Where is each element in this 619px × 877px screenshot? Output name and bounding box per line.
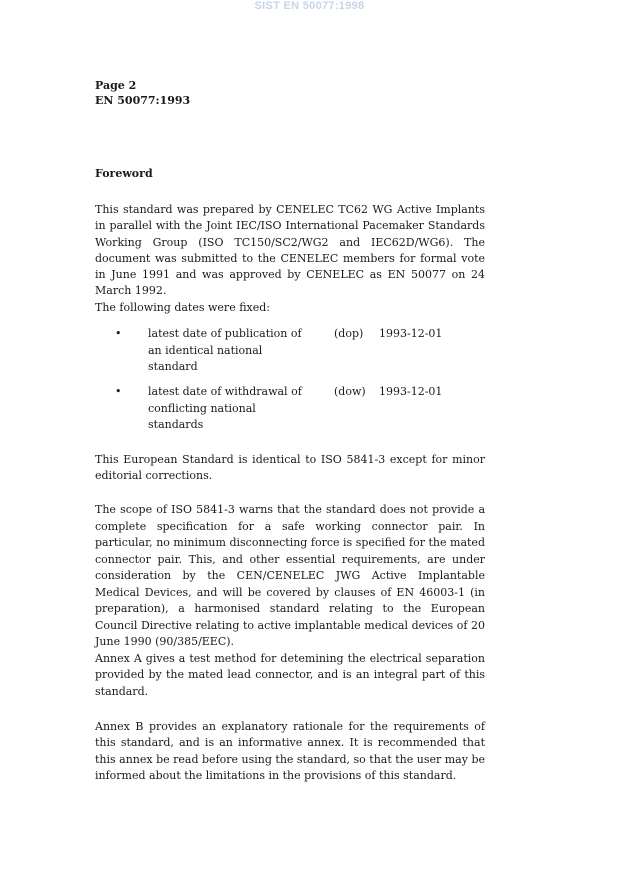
date-item-value: 1993-12-01 <box>379 327 443 340</box>
bullet-icon: • <box>115 385 122 398</box>
date-item-abbr: (dow) <box>334 385 366 398</box>
bullet-icon: • <box>115 327 122 340</box>
page-number: Page 2 <box>95 79 137 92</box>
watermark: SIST EN 50077:1998 <box>254 0 365 12</box>
document-number: EN 50077:1993 <box>95 94 191 107</box>
dates-intro: The following dates were fixed: <box>95 301 270 314</box>
annex-b-paragraph: Annex B provides an explanatory rationale for the requirements of this standard, and is an informative annex. It is recommended that this annex be read before using the standard, so that the user may be informed about the limitations in the provisions of this standard. <box>95 720 486 782</box>
date-item-value: 1993-12-01 <box>379 385 443 398</box>
date-item-text: latest date of publication of an identical national standard <box>148 327 302 373</box>
annex-a-paragraph: Annex A gives a test method for detemining the electrical separation provided by the mated lead connector, and is an integral part of this standard. <box>95 652 485 698</box>
date-item-dow <box>115 384 485 434</box>
intro-paragraph: This standard was prepared by CENELEC TC62 WG Active Implants in parallel with the Joint IEC/ISO International Pacemaker Standards Working Group (ISO TC150/SC2/WG2 and IEC62D/WG6). The document was submitted to the CENELEC members for formal vote in June 1991 and was approved by CENELEC as EN 50077 on 24 March 1992. <box>95 203 485 298</box>
page-header <box>95 78 190 108</box>
date-item-abbr: (dop) <box>334 327 364 340</box>
date-item-dop <box>115 326 485 376</box>
scope-paragraph: The scope of ISO 5841-3 warns that the standard does not provide a complete specification for a safe working connector pair. In particular, no minimum disconnecting force is specified for the mated connector pair. This, and other essential requirements, are under consideration by the CEN/CENELEC JWG Active Implantable Medical Devices, and will be covered by clauses of EN 46003-1 (in preparation), a harmonised standard relating to the European Council Directive relating to active implantable medical devices of 20 June 1990 (90/385/EEC). <box>95 503 485 648</box>
identical-paragraph: This European Standard is identical to ISO 5841-3 except for minor editorial corrections. <box>95 453 485 483</box>
section-heading: Foreword <box>95 167 153 180</box>
date-item-text: latest date of withdrawal of conflicting national standards <box>148 385 302 431</box>
